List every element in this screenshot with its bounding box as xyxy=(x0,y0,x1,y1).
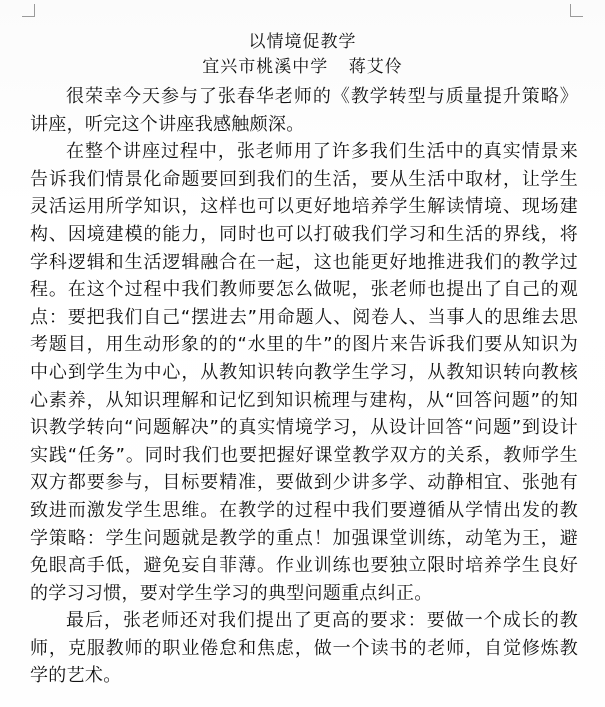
crop-mark-top-left xyxy=(22,4,35,17)
paragraph-conclusion: 最后，张老师还对我们提出了更高的要求：要做一个成长的教师，克服教师的职业倦怠和焦虑，做一个读书的老师，自觉修炼教学的艺术。 xyxy=(30,610,578,687)
document-body xyxy=(30,83,578,690)
paragraph-intro: 很荣幸今天参与了张春华老师的《教学转型与质量提升策略》讲座，听完这个讲座我感触颇深。 xyxy=(30,86,578,135)
author-school: 宜兴市桃溪中学 xyxy=(202,57,329,77)
paragraph-main: 在整个讲座过程中，张老师用了许多我们生活中的真实情景来告诉我们情景化命题要回到我们的生活，要从生活中取材，让学生灵活运用所学知识，这样也可以更好地培养学生解读情境、现场建构、因境建模的能力，同时也可以打破我们学习和生活的界线，将学科逻辑和生活逻辑融合在一起，这也能更好地推进我们的教学过程。在这个过程中我们教师要怎么做呢，张老师也提出了自己的观点：要把我们自己“摆进去”用命题人、阅卷人、当事人的思维去思考题目，用生动形象的的“水里的牛”的图片来告诉我们要从知识为中心到学生为中心，从教知识转向教学生学习，从教知识转向教核心素养，从知识理解和记忆到知识梳理与建构，从“回答问题”的知识教学转向“问题解决”的真实情境学习，从设计回答“问题”到设计实践“任务”。同时我们也要把握好课堂教学双方的关系，教师学生双方都要参与，目标要精准，要做到少讲多学、动静相宜、张弛有致进而激发学生思维。在教学的过程中我们要遵循从学情出发的教学策略：学生问题就是教学的重点！加强课堂训练，动笔为王，避免眼高手低，避免妄自菲薄。作业训练也要独立限时培养学生良好的学习习惯，要对学生学习的典型问题重点纠正。 xyxy=(30,141,578,604)
crop-mark-top-right xyxy=(570,4,583,17)
author-name: 蒋艾伶 xyxy=(348,57,403,77)
author-line xyxy=(0,56,605,78)
document-title: 以情境促教学 xyxy=(248,32,357,52)
